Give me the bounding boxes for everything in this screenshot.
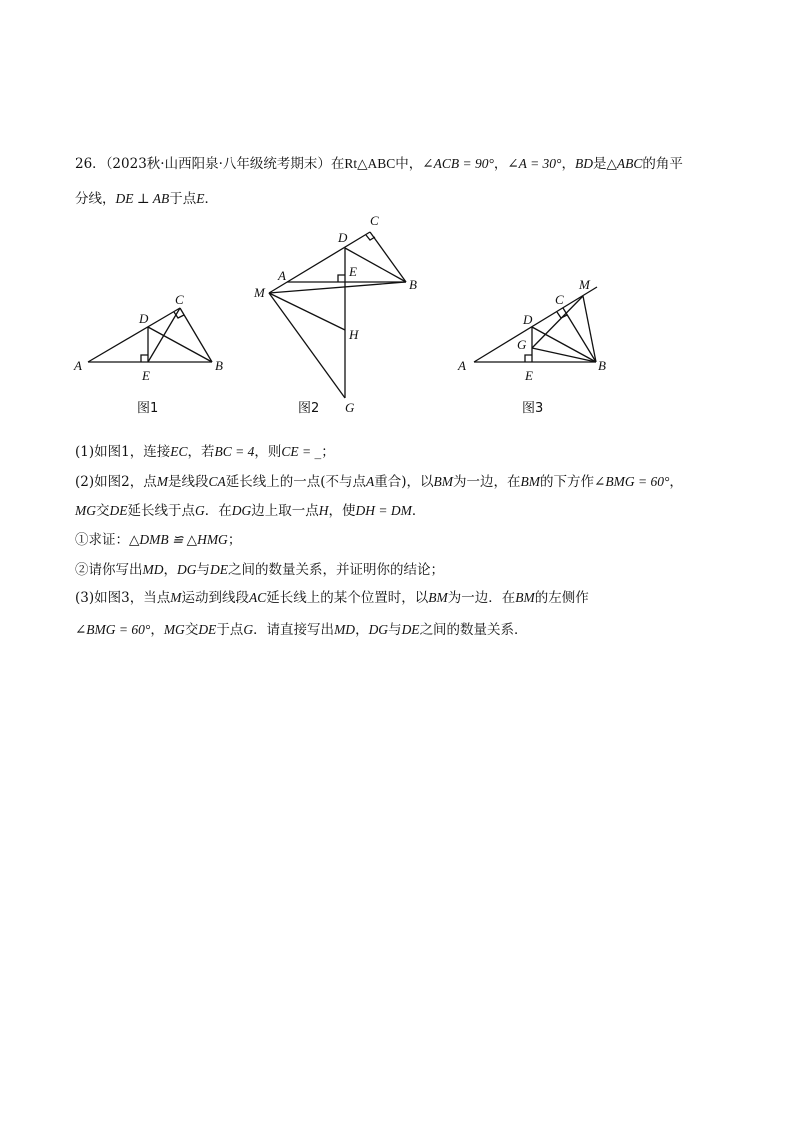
label-m: M xyxy=(579,277,590,292)
text: 为一边，在 xyxy=(453,474,521,490)
segment-ac: AC xyxy=(248,590,267,605)
answer-blank: _； xyxy=(314,444,335,460)
segment-md: MD xyxy=(142,562,164,577)
text: 于点 xyxy=(169,191,197,207)
point-m: M xyxy=(156,474,168,489)
segment-mg: MG xyxy=(75,503,96,518)
segment-cb xyxy=(370,232,406,282)
part-2-sub-1 xyxy=(75,528,241,548)
segment-de: DE xyxy=(401,622,420,637)
text: ．在 xyxy=(204,503,232,519)
text: ， xyxy=(669,474,683,490)
text: 重合)，以 xyxy=(374,474,434,490)
segment-dg: DG xyxy=(231,503,252,518)
right-angle-c xyxy=(366,235,375,240)
label-a: A xyxy=(458,358,466,373)
text: 之间的数量关系． xyxy=(419,622,528,638)
segment-de: DE xyxy=(198,622,217,637)
part-3-line-1 xyxy=(75,586,589,606)
problem-line-2 xyxy=(75,187,218,207)
segment-bm: BM xyxy=(433,474,454,489)
label-c: C xyxy=(175,292,184,307)
text: 是 xyxy=(592,156,607,172)
label-h: H xyxy=(349,327,359,342)
problem-number: 26． xyxy=(75,156,106,172)
segment-bd xyxy=(532,327,596,362)
point-m: M xyxy=(170,590,182,605)
label-d: D xyxy=(338,230,348,245)
text: ． xyxy=(204,191,218,207)
segment-de: DE xyxy=(210,562,228,577)
text: (3)如图3，当点 xyxy=(75,590,171,606)
part-1 xyxy=(75,440,335,460)
text: 的下方作 xyxy=(540,474,595,490)
segment-mg xyxy=(269,293,345,398)
text: ②请你写出 xyxy=(75,562,143,578)
label-d: D xyxy=(523,312,533,327)
right-angle-e xyxy=(338,275,345,282)
segment-bm: BM xyxy=(515,590,535,605)
segment-am-extended xyxy=(474,287,597,362)
text: 延长线于点 xyxy=(127,503,195,519)
point-h: H xyxy=(318,503,329,518)
label-a: A xyxy=(278,268,286,283)
segment-bd xyxy=(148,327,212,362)
problem-line-1 xyxy=(75,152,683,172)
label-b: B xyxy=(598,358,606,373)
caption-fig3: 图3 xyxy=(522,401,544,416)
text: 为一边．在 xyxy=(447,590,516,606)
de-perp-ab: DE ⊥ AB xyxy=(115,191,170,206)
label-g: G xyxy=(345,400,355,415)
text: 运动到线段 xyxy=(181,590,249,606)
figure-2 xyxy=(253,213,417,416)
text: ．请直接写出 xyxy=(253,622,335,638)
angle-bmg: ∠BMG = 60° xyxy=(75,622,151,637)
segment-ec: EC xyxy=(170,444,188,459)
congruence-statement: △DMB ≌ △HMG xyxy=(129,532,228,547)
label-b: B xyxy=(409,277,417,292)
segment-ca-extended xyxy=(269,232,370,293)
label-d: D xyxy=(139,311,149,326)
text: 的左侧作 xyxy=(534,590,589,606)
angle-bmg: ∠BMG = 60° xyxy=(594,474,670,489)
label-g: G xyxy=(517,337,527,352)
point-e: E xyxy=(196,191,205,206)
geometry-figures xyxy=(0,205,800,435)
text: ①求证： xyxy=(75,532,129,548)
caption-fig2: 图2 xyxy=(298,401,320,416)
part-2-line-2 xyxy=(75,499,425,519)
point-a: A xyxy=(366,474,375,489)
part-2-sub-2 xyxy=(75,558,444,578)
segment-bm: BM xyxy=(428,590,448,605)
label-m: M xyxy=(254,285,265,300)
angle-acb: ∠ACB = 90° xyxy=(422,156,494,171)
label-c: C xyxy=(370,213,379,228)
part-2-line-1 xyxy=(75,470,683,490)
text: ，使 xyxy=(328,503,356,519)
text: ，若 xyxy=(187,444,215,460)
text: ， xyxy=(493,156,508,172)
rt-triangle-abc: Rt△ABC xyxy=(344,156,396,171)
dh-equals-dm: DH = DM xyxy=(355,503,412,518)
figure-3 xyxy=(457,277,606,416)
bc-value: BC = 4 xyxy=(214,444,255,459)
text: 与 xyxy=(196,562,210,578)
angle-a: ∠A = 30° xyxy=(507,156,562,171)
text: 边上取一点 xyxy=(251,503,319,519)
segment-mg: MG xyxy=(163,622,185,637)
segment-dg: DG xyxy=(368,622,389,637)
text: 交 xyxy=(184,622,199,638)
segment-gb xyxy=(532,348,596,362)
right-angle-e xyxy=(141,355,148,362)
text: 延长线上的一点(不与点 xyxy=(225,474,367,490)
text: ； xyxy=(227,532,242,548)
label-e: E xyxy=(142,368,150,383)
segment-ac xyxy=(88,308,180,362)
text: ， xyxy=(150,622,164,638)
ce-expression: CE = xyxy=(281,444,315,459)
text: 与 xyxy=(388,622,402,638)
text: 是线段 xyxy=(167,474,209,490)
segment-mb xyxy=(269,282,406,293)
segment-bd: BD xyxy=(574,156,593,171)
part-3-line-2 xyxy=(75,618,528,638)
segment-dg: DG xyxy=(177,562,197,577)
label-a: A xyxy=(74,358,82,373)
label-e: E xyxy=(349,264,357,279)
segment-bm: BM xyxy=(520,474,541,489)
text: 的角平 xyxy=(642,156,683,172)
text: ． xyxy=(411,503,426,519)
text: (1)如图1，连接 xyxy=(75,444,171,460)
text: 之间的数量关系，并证明你的结论； xyxy=(228,562,444,578)
text: ，则 xyxy=(254,444,282,460)
triangle-abc: △ABC xyxy=(606,156,643,171)
segment-de: DE xyxy=(109,503,128,518)
text: 中， xyxy=(395,156,423,172)
right-angle-e xyxy=(525,355,532,362)
text: 在 xyxy=(330,156,345,172)
text: 于点 xyxy=(216,622,244,638)
text: ， xyxy=(561,156,575,172)
text: 交 xyxy=(96,503,110,519)
text: 延长线上的某个位置时，以 xyxy=(266,590,429,606)
caption-fig1: 图1 xyxy=(137,401,159,416)
figure-1 xyxy=(73,292,223,416)
point-g: G xyxy=(195,503,205,518)
segment-md: MD xyxy=(334,622,356,637)
label-c: C xyxy=(555,292,564,307)
text: (2)如图2，点 xyxy=(75,474,157,490)
segment-ec xyxy=(148,308,180,362)
segment-ca: CA xyxy=(208,474,226,489)
problem-source: （2023秋·山西阳泉·八年级统考期末） xyxy=(105,156,331,172)
point-g: G xyxy=(243,622,254,637)
label-e: E xyxy=(525,368,533,383)
text: ， xyxy=(163,562,177,578)
text: 分线， xyxy=(75,191,116,207)
segment-mh xyxy=(269,293,345,330)
text: ， xyxy=(355,622,369,638)
label-b: B xyxy=(215,358,223,373)
